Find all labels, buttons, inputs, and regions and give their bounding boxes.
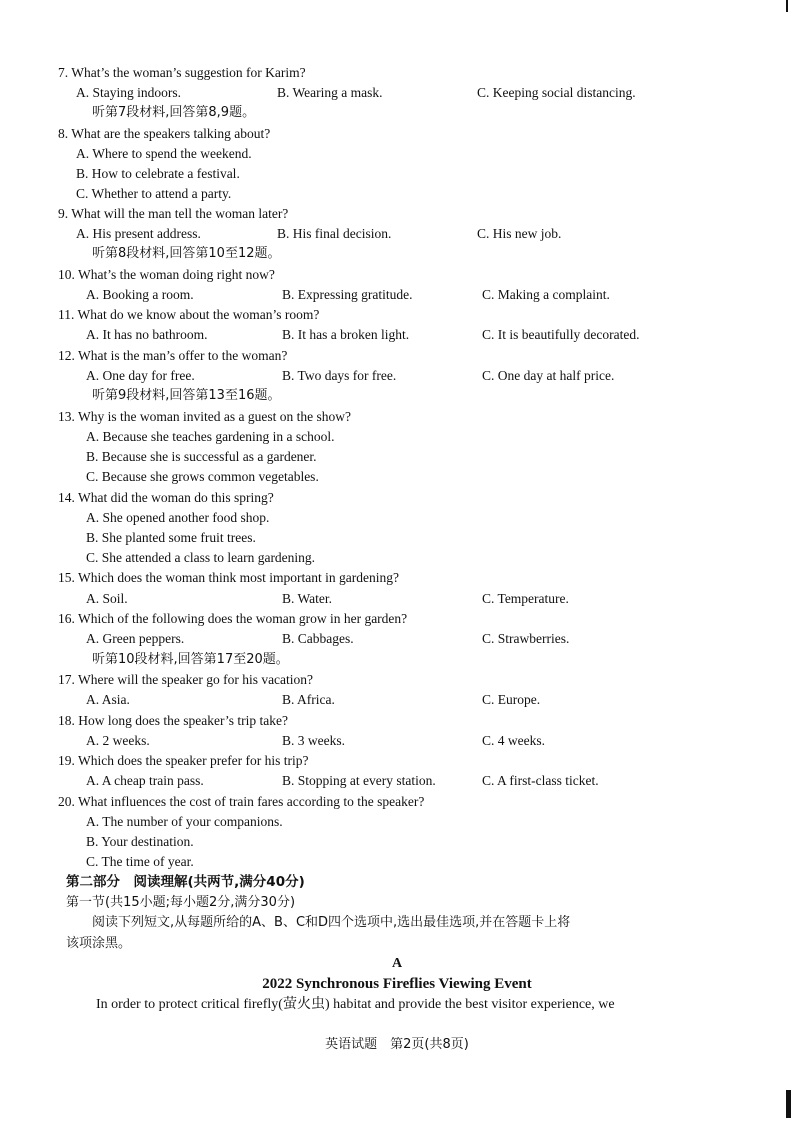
q10-option-a: A. Booking a room. bbox=[86, 287, 194, 302]
q20-option-b: B. Your destination. bbox=[86, 834, 194, 849]
q19-option-b: B. Stopping at every station. bbox=[282, 773, 436, 788]
q10-option-b: B. Expressing gratitude. bbox=[282, 287, 413, 302]
q12-option-c: C. One day at half price. bbox=[482, 368, 615, 383]
q9-option-b: B. His final decision. bbox=[277, 226, 392, 241]
q15-option-b: B. Water. bbox=[282, 591, 333, 606]
q20-option-c: C. The time of year. bbox=[86, 854, 194, 869]
page-footer: 英语试题 第2页(共8页) bbox=[325, 1037, 469, 1052]
q18-option-a: A. 2 weeks. bbox=[86, 733, 150, 748]
question-11: 11. What do we know about the woman’s room? bbox=[58, 307, 320, 322]
scan-edge-mark-top bbox=[786, 0, 788, 12]
listening-instruction-7: 听第7段材料,回答第8,9题。 bbox=[92, 105, 256, 120]
q18-option-b: B. 3 weeks. bbox=[282, 733, 345, 748]
passage-title: 2022 Synchronous Fireflies Viewing Event bbox=[262, 976, 532, 992]
q12-option-a: A. One day for free. bbox=[86, 368, 195, 383]
q19-option-c: C. A first-class ticket. bbox=[482, 773, 599, 788]
listening-instruction-9: 听第9段材料,回答第13至16题。 bbox=[92, 388, 281, 403]
part-2-heading: 第二部分 阅读理解(共两节,满分40分) bbox=[66, 874, 305, 890]
q17-option-a: A. Asia. bbox=[86, 692, 130, 707]
q9-option-a: A. His present address. bbox=[76, 226, 201, 241]
q11-option-b: B. It has a broken light. bbox=[282, 327, 410, 342]
reading-directions-line-2: 该项涂黑。 bbox=[66, 936, 132, 951]
q8-option-a: A. Where to spend the weekend. bbox=[76, 146, 252, 161]
question-20: 20. What influences the cost of train fares according to the speaker? bbox=[58, 794, 425, 809]
q13-option-a: A. Because she teaches gardening in a school. bbox=[86, 429, 335, 444]
q16-option-b: B. Cabbages. bbox=[282, 631, 354, 646]
q14-option-a: A. She opened another food shop. bbox=[86, 510, 270, 525]
passage-text-line-1: In order to protect critical firefly(萤火虫) habitat and provide the best visitor experience, we bbox=[96, 997, 615, 1012]
q16-option-a: A. Green peppers. bbox=[86, 631, 185, 646]
q10-option-c: C. Making a complaint. bbox=[482, 287, 610, 302]
q14-option-b: B. She planted some fruit trees. bbox=[86, 530, 256, 545]
q15-option-a: A. Soil. bbox=[86, 591, 128, 606]
question-12: 12. What is the man’s offer to the woman? bbox=[58, 348, 288, 363]
q19-option-a: A. A cheap train pass. bbox=[86, 773, 204, 788]
passage-letter: A bbox=[391, 956, 403, 971]
question-7: 7. What’s the woman’s suggestion for Karim? bbox=[58, 65, 306, 80]
question-19: 19. Which does the speaker prefer for his trip? bbox=[58, 753, 309, 768]
reading-directions-line-1: 阅读下列短文,从每题所给的A、B、C和D四个选项中,选出最佳选项,并在答题卡上将 bbox=[92, 915, 571, 930]
q12-option-b: B. Two days for free. bbox=[282, 368, 397, 383]
q20-option-a: A. The number of your companions. bbox=[86, 814, 283, 829]
q16-option-c: C. Strawberries. bbox=[482, 631, 570, 646]
listening-instruction-10: 听第10段材料,回答第17至20题。 bbox=[92, 652, 289, 667]
q11-option-c: C. It is beautifully decorated. bbox=[482, 327, 640, 342]
q17-option-b: B. Africa. bbox=[282, 692, 335, 707]
question-17: 17. Where will the speaker go for his vacation? bbox=[58, 672, 314, 687]
question-18: 18. How long does the speaker’s trip take? bbox=[58, 713, 288, 728]
q14-option-c: C. She attended a class to learn gardening. bbox=[86, 550, 316, 565]
q7-option-a: A. Staying indoors. bbox=[76, 85, 182, 100]
q13-option-c: C. Because she grows common vegetables. bbox=[86, 469, 319, 484]
q18-option-c: C. 4 weeks. bbox=[482, 733, 545, 748]
question-8: 8. What are the speakers talking about? bbox=[58, 126, 271, 141]
question-15: 15. Which does the woman think most important in gardening? bbox=[58, 570, 399, 585]
q11-option-a: A. It has no bathroom. bbox=[86, 327, 208, 342]
q17-option-c: C. Europe. bbox=[482, 692, 541, 707]
q9-option-c: C. His new job. bbox=[477, 226, 562, 241]
section-1-heading: 第一节(共15小题;每小题2分,满分30分) bbox=[66, 895, 296, 910]
question-16: 16. Which of the following does the woman grow in her garden? bbox=[58, 611, 408, 626]
question-10: 10. What’s the woman doing right now? bbox=[58, 267, 275, 282]
scan-edge-mark-bottom bbox=[786, 1090, 791, 1118]
q7-option-b: B. Wearing a mask. bbox=[277, 85, 383, 100]
q8-option-b: B. How to celebrate a festival. bbox=[76, 166, 240, 181]
q8-option-c: C. Whether to attend a party. bbox=[76, 186, 232, 201]
question-9: 9. What will the man tell the woman later? bbox=[58, 206, 289, 221]
question-14: 14. What did the woman do this spring? bbox=[58, 490, 274, 505]
question-13: 13. Why is the woman invited as a guest on the show? bbox=[58, 409, 351, 424]
q13-option-b: B. Because she is successful as a gardener. bbox=[86, 449, 317, 464]
q15-option-c: C. Temperature. bbox=[482, 591, 569, 606]
listening-instruction-8: 听第8段材料,回答第10至12题。 bbox=[92, 246, 281, 261]
q7-option-c: C. Keeping social distancing. bbox=[477, 85, 636, 100]
